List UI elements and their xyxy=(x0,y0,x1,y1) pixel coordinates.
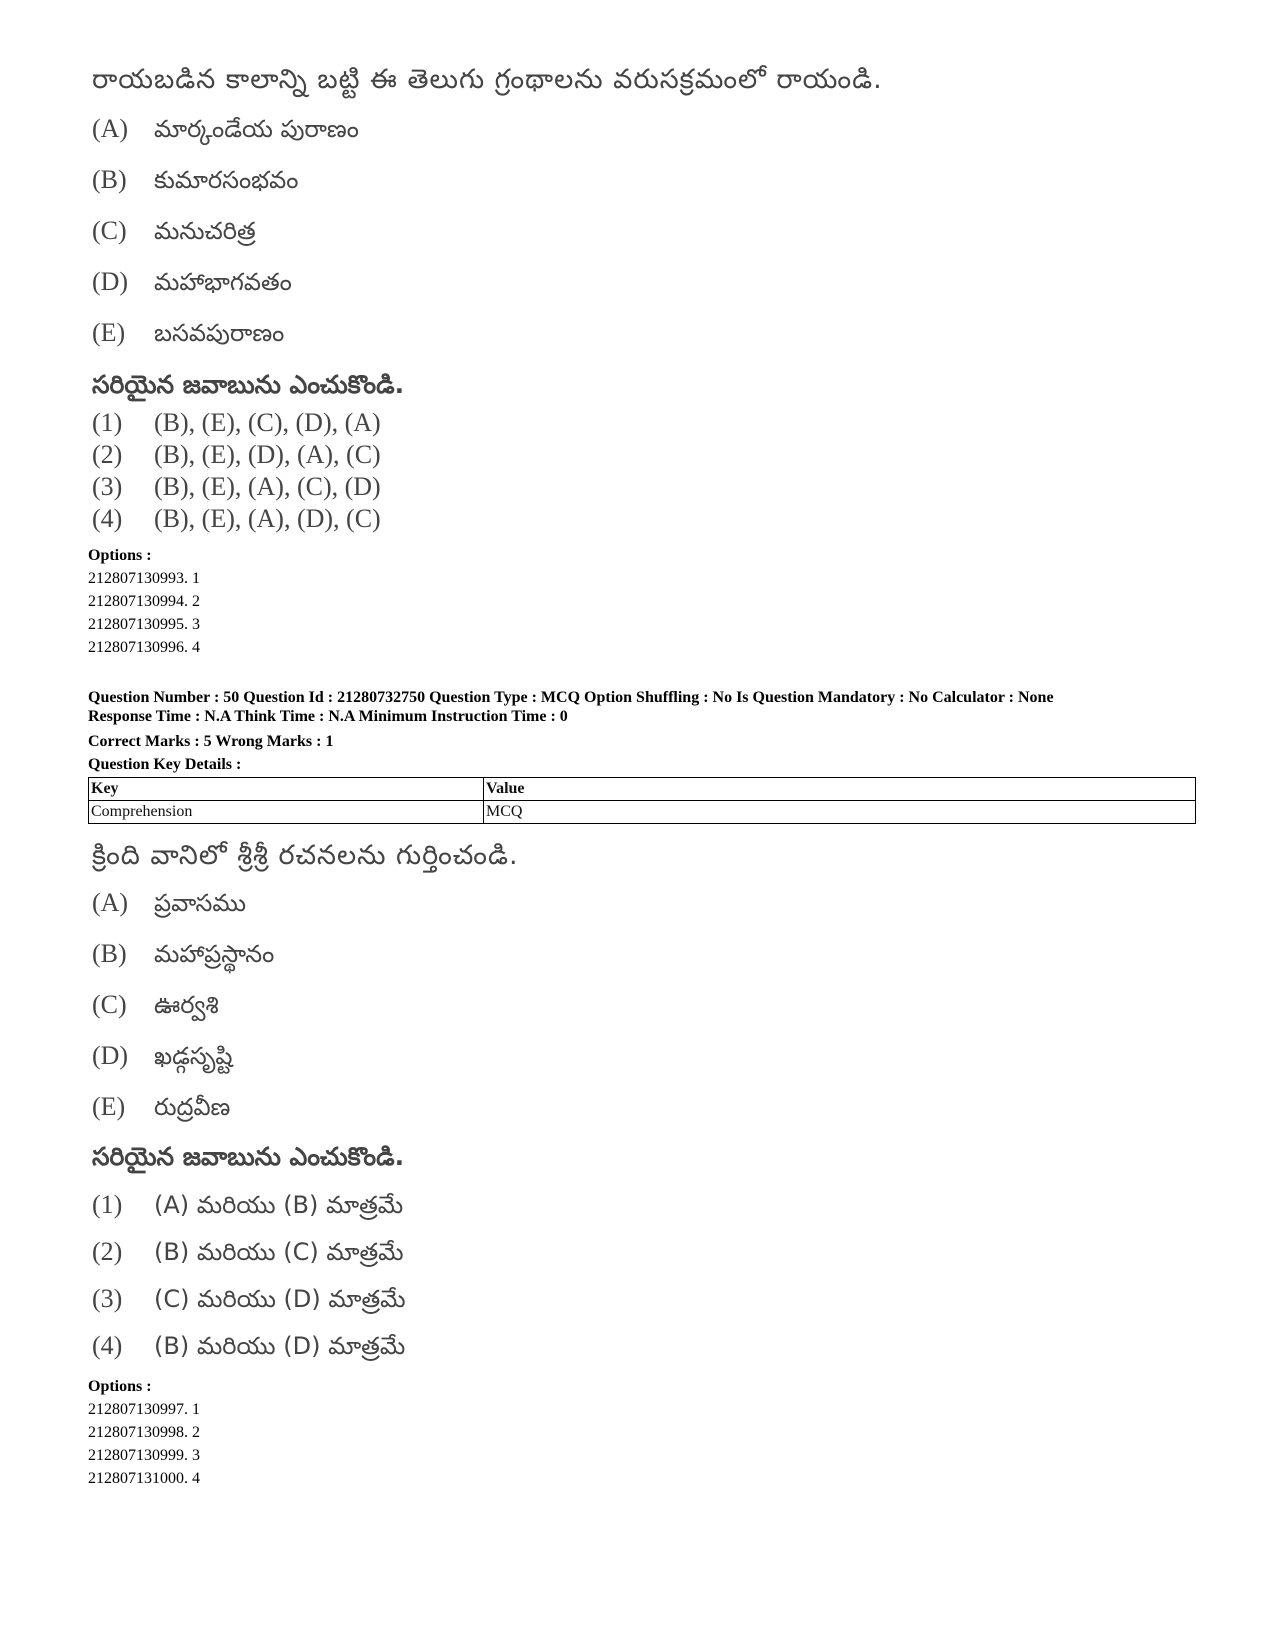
q1-answer-2 xyxy=(92,440,381,472)
answer-label: (4) xyxy=(92,1331,123,1360)
answer-text: (B), (E), (A), (D), (C) xyxy=(154,504,381,533)
answer-text: (B), (E), (A), (C), (D) xyxy=(154,472,381,501)
option-id: 212807130993. 1 xyxy=(88,570,200,587)
answer-label: (1) xyxy=(92,408,123,437)
option-id: 212807130994. 2 xyxy=(88,593,200,610)
item-text: మార్కండేయ పురాణం xyxy=(154,115,359,143)
q1-item-d xyxy=(92,267,359,318)
answer-text: (B), (E), (D), (A), (C) xyxy=(154,440,381,469)
option-id: 212807130996. 4 xyxy=(88,639,200,656)
item-label: (E) xyxy=(92,1092,126,1121)
q1-instruction-block xyxy=(92,370,404,406)
q2-item-e xyxy=(92,1092,274,1143)
question-key-table xyxy=(88,777,1196,824)
item-text: ఊర్వశి xyxy=(154,991,219,1019)
item-text: ఖడ్గసృష్టి xyxy=(154,1042,233,1070)
q2-options xyxy=(88,1375,200,1490)
q2-stem: క్రింది వానిలో శ్రీశ్రీ రచనలను గుర్తించండి. xyxy=(92,840,519,871)
q1-stem: రాయబడిన కాలాన్ని బట్టి ఈ తెలుగు గ్రంథాలను వరుసక్రమంలో రాయండి. xyxy=(92,64,883,95)
marks-line: Correct Marks : 5 Wrong Marks : 1 xyxy=(88,733,334,750)
question-info-line: Question Number : 50 Question Id : 21280732750 Question Type : MCQ Option Shuffling : No Is Question Mandatory : No Calculator : None xyxy=(88,689,1054,706)
answer-label: (3) xyxy=(92,472,123,501)
q2-item-a xyxy=(92,888,274,939)
q1-instruction: సరియైన జవాబును ఎంచుకొండి. xyxy=(92,370,405,399)
q1-item-e xyxy=(92,318,359,369)
q2-items xyxy=(92,888,274,1143)
item-text: బసవపురాణం xyxy=(154,319,285,347)
option-id: 212807130997. 1 xyxy=(88,1401,200,1418)
q1-item-a xyxy=(92,114,359,165)
item-label: (B) xyxy=(92,165,127,194)
item-label: (D) xyxy=(92,1041,129,1070)
answer-text: (B), (E), (C), (D), (A) xyxy=(154,408,381,437)
q2-instruction: సరియైన జవాబును ఎంచుకొండి. xyxy=(92,1142,405,1171)
table-cell: Value xyxy=(484,778,1196,801)
q1-items xyxy=(92,114,359,369)
q1-item-c xyxy=(92,216,359,267)
q1-answers xyxy=(92,408,381,536)
answer-label: (4) xyxy=(92,504,123,533)
item-label: (A) xyxy=(92,114,129,143)
table-cell: Comprehension xyxy=(89,801,484,824)
q1-answer-4 xyxy=(92,504,381,536)
answer-text: (C) మరియు (D) మాత్రమే xyxy=(154,1285,406,1313)
q2-answers xyxy=(92,1190,406,1378)
item-label: (C) xyxy=(92,216,127,245)
item-text: రుద్రవీణ xyxy=(154,1093,231,1121)
options-heading: Options : xyxy=(88,547,152,564)
table-row xyxy=(89,778,1196,801)
answer-text: (B) మరియు (C) మాత్రమే xyxy=(154,1238,404,1266)
answer-label: (3) xyxy=(92,1284,123,1313)
q2-scan-block xyxy=(92,838,519,874)
answer-text: (A) మరియు (B) మాత్రమే xyxy=(154,1191,404,1219)
table-cell: MCQ xyxy=(484,801,1196,824)
q2-answer-3 xyxy=(92,1284,406,1331)
q2-answer-2 xyxy=(92,1237,406,1284)
item-label: (E) xyxy=(92,318,126,347)
key-details-heading: Question Key Details : xyxy=(88,756,242,773)
answer-label: (2) xyxy=(92,1237,123,1266)
item-text: మహాభాగవతం xyxy=(154,268,292,296)
item-text: కుమారసంభవం xyxy=(154,166,299,194)
q1-scan-block xyxy=(92,62,883,98)
q2-answer-4 xyxy=(92,1331,406,1378)
item-text: మహాప్రస్థానం xyxy=(154,940,275,968)
item-label: (A) xyxy=(92,888,129,917)
option-id: 212807130995. 3 xyxy=(88,616,200,633)
option-id: 212807130998. 2 xyxy=(88,1424,200,1441)
item-label: (B) xyxy=(92,939,127,968)
q2-item-c xyxy=(92,990,274,1041)
table-row xyxy=(89,801,1196,824)
q2-answer-1 xyxy=(92,1190,406,1237)
answer-label: (2) xyxy=(92,440,123,469)
q2-meta xyxy=(88,688,1054,776)
options-heading: Options : xyxy=(88,1378,152,1395)
item-text: ప్రవాసము xyxy=(154,889,247,917)
answer-label: (1) xyxy=(92,1190,123,1219)
item-label: (D) xyxy=(92,267,129,296)
q2-item-b xyxy=(92,939,274,990)
q1-answer-3 xyxy=(92,472,381,504)
timing-info-line: Response Time : N.A Think Time : N.A Minimum Instruction Time : 0 xyxy=(88,708,568,725)
q1-item-b xyxy=(92,165,359,216)
q1-options xyxy=(88,544,200,659)
option-id: 212807130999. 3 xyxy=(88,1447,200,1464)
answer-text: (B) మరియు (D) మాత్రమే xyxy=(154,1332,406,1360)
q1-answer-1 xyxy=(92,408,381,440)
q2-instruction-block xyxy=(92,1142,404,1178)
option-id: 212807131000. 4 xyxy=(88,1470,200,1487)
item-text: మనుచరిత్ర xyxy=(154,217,256,245)
table-cell: Key xyxy=(89,778,484,801)
item-label: (C) xyxy=(92,990,127,1019)
q2-item-d xyxy=(92,1041,274,1092)
